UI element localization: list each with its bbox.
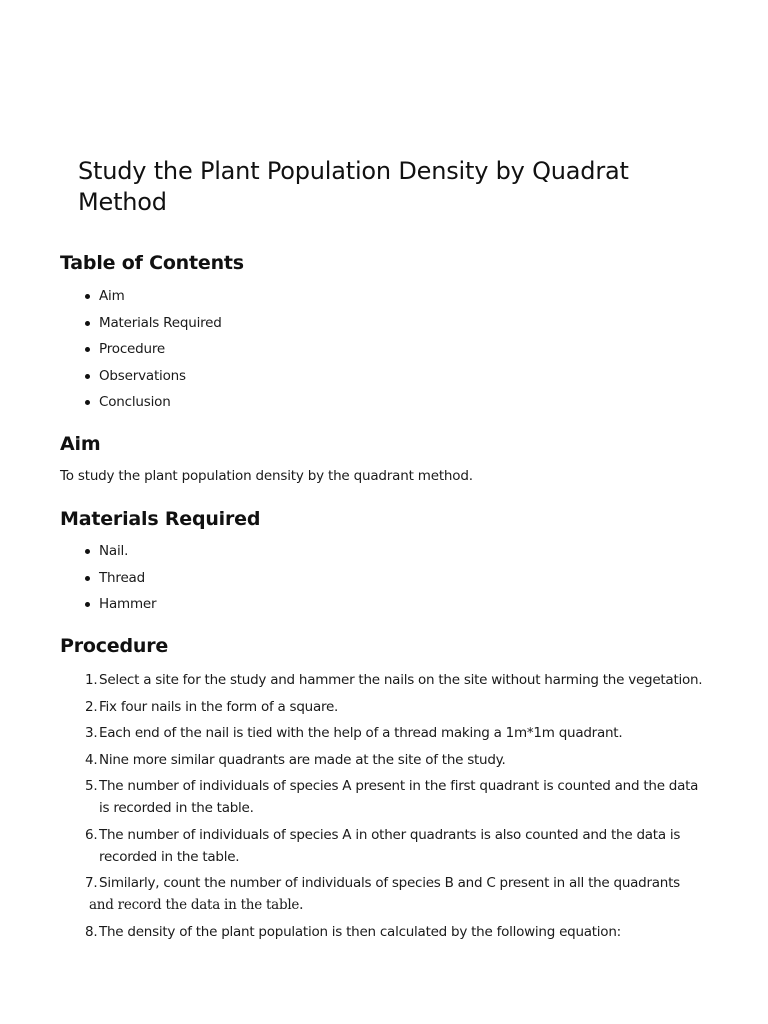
step-text: Select a site for the study and hammer the nails on the site without harming the vegetation. — [99, 672, 703, 688]
step-number: 7. — [85, 875, 98, 891]
step-text: The number of individuals of species A present in the first quadrant is counted and the data is recorded in the table. — [99, 778, 699, 816]
step-text: The density of the plant population is then calculated by the following equation: — [99, 923, 621, 940]
procedure-step — [60, 872, 710, 916]
toc-item-aim[interactable]: Aim — [60, 286, 222, 313]
toc-item-conclusion[interactable]: Conclusion — [60, 392, 222, 419]
toc-item-observations[interactable]: Observations — [60, 366, 222, 393]
materials-heading: Materials Required — [60, 508, 261, 530]
step-number: 5. — [85, 778, 98, 794]
toc-list — [60, 286, 222, 419]
materials-item: Nail. — [60, 541, 156, 568]
materials-item: Thread — [60, 568, 156, 595]
procedure-step — [60, 696, 710, 718]
toc-heading: Table of Contents — [60, 252, 244, 274]
procedure-step — [60, 775, 710, 819]
step-number: 8. — [85, 923, 98, 940]
step-text-continuation: and record the data in the table. — [89, 897, 304, 913]
step-number: 3. — [85, 725, 98, 741]
procedure-step — [60, 749, 710, 771]
procedure-step — [60, 824, 710, 868]
step-number: 1. — [85, 672, 98, 688]
procedure-step — [60, 669, 710, 691]
step-text: The number of individuals of species A in other quadrants is also counted and the data is recorded in the table. — [99, 826, 681, 865]
procedure-step — [60, 921, 710, 943]
step-number: 4. — [85, 751, 98, 768]
materials-list — [60, 541, 156, 621]
step-text: Similarly, count the number of individuals of species B and C present in all the quadrants — [99, 875, 680, 891]
step-text: Fix four nails in the form of a square. — [99, 698, 339, 715]
aim-heading: Aim — [60, 433, 101, 455]
step-text: Each end of the nail is tied with the help of a thread making a 1m*1m quadrant. — [99, 725, 623, 741]
page-title: Study the Plant Population Density by Quadrat Method — [78, 157, 629, 216]
step-number: 6. — [85, 826, 98, 843]
step-text: Nine more similar quadrants are made at the site of the study. — [99, 751, 506, 768]
toc-item-materials[interactable]: Materials Required — [60, 313, 222, 340]
procedure-heading: Procedure — [60, 635, 169, 657]
materials-item: Hammer — [60, 594, 156, 621]
toc-item-procedure[interactable]: Procedure — [60, 339, 222, 366]
aim-text: To study the plant population density by the quadrant method. — [60, 468, 473, 484]
step-number: 2. — [85, 698, 98, 715]
procedure-list — [60, 669, 710, 947]
procedure-step — [60, 722, 710, 744]
